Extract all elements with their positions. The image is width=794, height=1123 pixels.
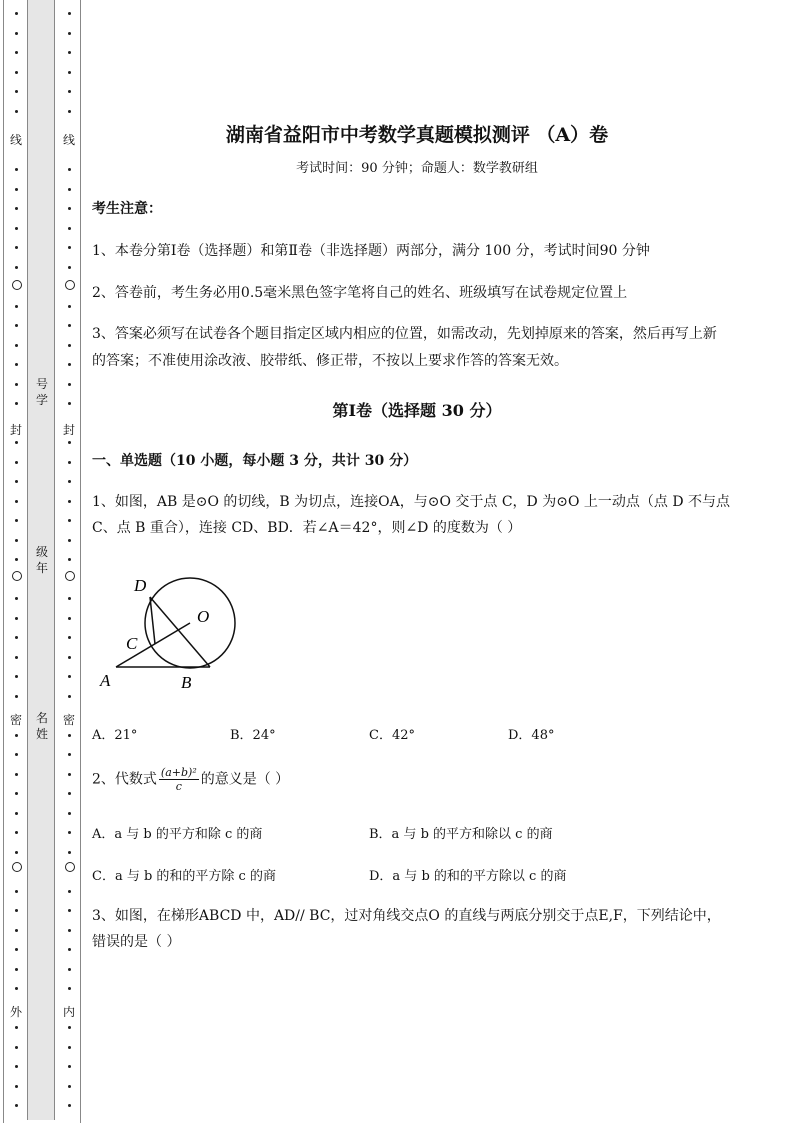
binding-dot <box>68 90 71 93</box>
notice-item-3-cont: 的答案；不准使用涂改液、胶带纸、修正带，不按以上要求作答的答案无效。 <box>92 353 568 369</box>
binding-dot <box>15 207 18 210</box>
binding-dot <box>15 1085 18 1088</box>
binding-dot <box>68 987 71 990</box>
binding-dot <box>68 1046 71 1049</box>
q2-prefix: 2、代数式 <box>92 771 157 788</box>
binding-dot <box>68 558 71 561</box>
q2-option-a[interactable]: A．a 与 b 的平方和除 c 的商 <box>92 827 263 842</box>
binding-dot <box>15 636 18 639</box>
binding-dot <box>68 734 71 737</box>
exam-subtitle: 考试时间：90 分钟；命题人：数学教研组 <box>296 161 538 176</box>
inner-circle-1 <box>65 280 75 290</box>
binding-dot <box>68 792 71 795</box>
binding-dot <box>15 539 18 542</box>
notice-heading: 考生注意： <box>92 201 162 217</box>
q1-text-line1: 1、如图，AB 是⊙O 的切线，B 为切点，连接OA，与⊙O 交于点 C，D 为⊙O 上一动点（点 D 不与点 <box>92 494 731 510</box>
binding-dot <box>68 617 71 620</box>
binding-dot <box>68 110 71 113</box>
binding-dot <box>15 948 18 951</box>
exam-title: 湖南省益阳市中考数学真题模拟测评 （A）卷 <box>225 124 609 146</box>
binding-dot <box>15 227 18 230</box>
binding-dot <box>15 792 18 795</box>
binding-dot <box>15 480 18 483</box>
q1-option-b[interactable]: B．24° <box>230 728 276 743</box>
binding-dot <box>68 773 71 776</box>
binding-dot <box>68 266 71 269</box>
binding-dot <box>15 71 18 74</box>
q1-option-c[interactable]: C．42° <box>369 728 415 743</box>
q1-option-a[interactable]: A．21° <box>92 728 138 743</box>
inner-circle-2 <box>65 571 75 581</box>
q2-option-c[interactable]: C．a 与 b 的和的平方除 c 的商 <box>92 869 276 884</box>
binding-dot <box>68 207 71 210</box>
binding-dot <box>15 617 18 620</box>
notice-item-3: 3、答案必须写在试卷各个题目指定区域内相应的位置，如需改动，先划掉原来的答案，然后再写上新 <box>92 326 717 342</box>
outer-char-mi: 密 <box>9 713 22 727</box>
outer-circle-2 <box>12 571 22 581</box>
binding-dot <box>15 324 18 327</box>
binding-dot <box>68 402 71 405</box>
binding-dot <box>68 461 71 464</box>
binding-dot <box>68 168 71 171</box>
q2-option-d[interactable]: D．a 与 b 的和的平方除以 c 的商 <box>369 869 567 884</box>
binding-dot <box>15 558 18 561</box>
binding-dot <box>15 246 18 249</box>
outer-char-feng: 封 <box>9 423 22 437</box>
label-d: D <box>134 576 147 595</box>
binding-dot <box>15 734 18 737</box>
inner-char-xian: 线 <box>62 133 75 147</box>
binding-dot <box>15 675 18 678</box>
binding-dot <box>68 32 71 35</box>
binding-dot <box>15 110 18 113</box>
binding-dot <box>68 909 71 912</box>
section-title: 第Ⅰ卷（选择题 30 分） <box>332 401 502 420</box>
chord-cd <box>150 597 155 644</box>
binding-dot <box>68 441 71 444</box>
binding-dot <box>68 246 71 249</box>
outer-circle-3 <box>12 862 22 872</box>
binding-dot <box>68 51 71 54</box>
binding-dot <box>15 344 18 347</box>
q2-frac-denominator: c <box>175 780 182 793</box>
outer-circle-1 <box>12 280 22 290</box>
binding-dot <box>68 831 71 834</box>
q3-text-line1: 3、如图，在梯形ABCD 中，AD// BC，过对角线交点O 的直线与两底分别交于点E,F，下列结论中， <box>92 908 721 924</box>
binding-dot <box>15 441 18 444</box>
binding-dot <box>15 305 18 308</box>
binding-dot <box>15 773 18 776</box>
binding-dot <box>68 929 71 932</box>
binding-dot <box>68 1085 71 1088</box>
notice-item-2: 2、答卷前，考生务必用0.5毫米黑色签字笔将自己的姓名、班级填写在试卷规定位置上 <box>92 285 628 301</box>
binding-dot <box>15 402 18 405</box>
binding-dot <box>15 363 18 366</box>
binding-dot <box>68 539 71 542</box>
label-c: C <box>126 634 138 653</box>
binding-dot <box>68 344 71 347</box>
outer-rule <box>3 0 4 1123</box>
binding-dot <box>15 753 18 756</box>
q2-option-b[interactable]: B．a 与 b 的平方和除以 c 的商 <box>369 827 553 842</box>
binding-dot <box>68 968 71 971</box>
q1-geometry-figure <box>92 565 252 695</box>
inner-char-feng: 封 <box>62 423 75 437</box>
outer-char-wai: 外 <box>9 1005 22 1019</box>
q2-frac-numerator: (a+b)² <box>160 766 197 779</box>
notice-item-1: 1、本卷分第Ⅰ卷（选择题）和第Ⅱ卷（非选择题）两部分，满分 100 分，考试时间90 分钟 <box>92 243 650 259</box>
binding-dot <box>15 32 18 35</box>
binding-dot <box>15 12 18 15</box>
q1-option-d[interactable]: D．48° <box>508 728 555 743</box>
binding-dot <box>15 461 18 464</box>
binding-dot <box>68 753 71 756</box>
binding-dot <box>15 851 18 854</box>
inner-char-nei: 内 <box>62 1005 75 1019</box>
part-heading: 一、单选题（10 小题，每小题 3 分，共计 30 分） <box>92 453 418 469</box>
q2-suffix: 的意义是（ ） <box>200 771 290 788</box>
binding-dot <box>15 1104 18 1107</box>
inner-char-mi: 密 <box>62 713 75 727</box>
binding-dot <box>68 890 71 893</box>
q3-text-line2: 错误的是（ ） <box>92 934 181 950</box>
binding-dot <box>15 188 18 191</box>
binding-dot <box>68 851 71 854</box>
binding-dot <box>68 227 71 230</box>
binding-dot <box>15 695 18 698</box>
binding-dot <box>68 812 71 815</box>
q1-text-line2: C、点 B 重合），连接 CD、BD．若∠A＝42°，则∠D 的度数为（ ） <box>92 520 522 536</box>
label-o: O <box>197 607 210 626</box>
binding-dot <box>68 71 71 74</box>
q2-text <box>92 766 289 793</box>
binding-dot <box>68 656 71 659</box>
binding-dot <box>68 695 71 698</box>
binding-dot <box>15 812 18 815</box>
binding-dot <box>68 383 71 386</box>
binding-dot <box>15 968 18 971</box>
binding-dot <box>68 324 71 327</box>
binding-dot <box>15 168 18 171</box>
binding-dot <box>15 383 18 386</box>
binding-dot <box>15 500 18 503</box>
student-id-label: 号学 <box>35 377 48 407</box>
binding-dot <box>15 1026 18 1029</box>
binding-dot <box>68 12 71 15</box>
binding-dot <box>68 305 71 308</box>
binding-dot <box>15 1046 18 1049</box>
binding-dot <box>68 948 71 951</box>
outer-char-xian: 线 <box>9 133 22 147</box>
binding-dot <box>15 519 18 522</box>
binding-dot <box>68 500 71 503</box>
binding-dot <box>68 1026 71 1029</box>
binding-dot <box>15 51 18 54</box>
binding-dot <box>15 909 18 912</box>
label-b: B <box>181 673 192 692</box>
binding-dot <box>15 1065 18 1068</box>
binding-dot <box>15 656 18 659</box>
label-a: A <box>100 671 111 690</box>
binding-dot <box>68 675 71 678</box>
binding-dot <box>15 266 18 269</box>
binding-dot <box>15 890 18 893</box>
binding-dot <box>68 636 71 639</box>
name-label: 名姓 <box>35 711 48 741</box>
binding-dot <box>15 90 18 93</box>
grade-label: 级年 <box>35 545 48 575</box>
binding-dot <box>68 597 71 600</box>
binding-dot <box>15 987 18 990</box>
inner-circle-3 <box>65 862 75 872</box>
outer-dot-line <box>8 0 28 1123</box>
binding-dot <box>68 188 71 191</box>
binding-dot <box>68 1104 71 1107</box>
binding-dot <box>15 929 18 932</box>
binding-dot <box>68 363 71 366</box>
inner-dot-line <box>61 0 81 1123</box>
binding-dot <box>68 480 71 483</box>
binding-dot <box>15 597 18 600</box>
binding-dot <box>68 1065 71 1068</box>
q2-fraction <box>159 766 199 793</box>
binding-dot <box>68 519 71 522</box>
binding-dot <box>15 831 18 834</box>
binding-margin <box>0 0 90 1123</box>
